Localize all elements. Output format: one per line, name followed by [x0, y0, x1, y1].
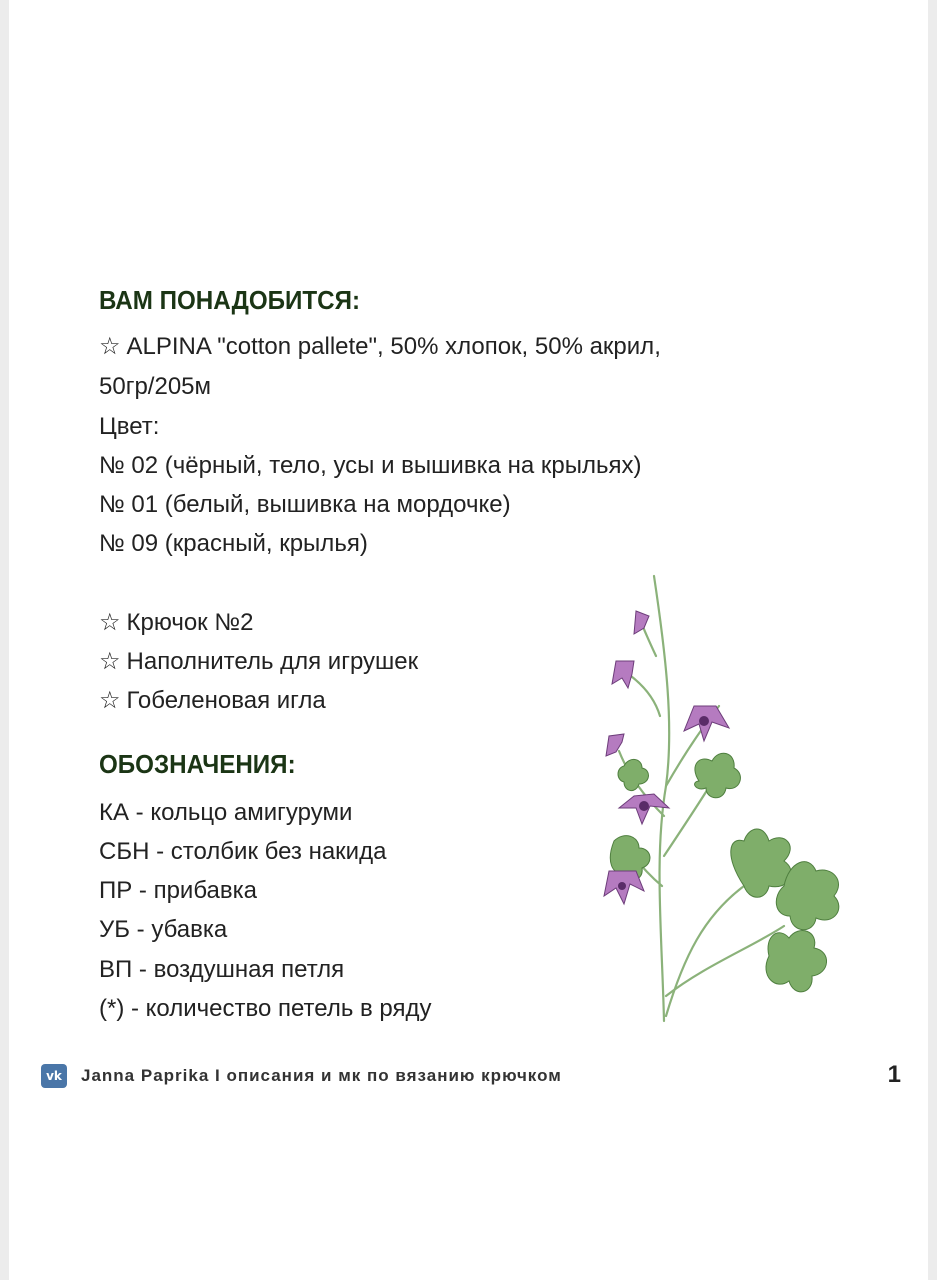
star-icon: ☆	[99, 333, 121, 360]
footer-text: Janna Paprika I описания и мк по вязанию крючком	[81, 1066, 562, 1085]
abbreviation-item: УБ - убавка	[99, 916, 228, 943]
tool-item	[99, 647, 418, 677]
footer	[41, 1060, 901, 1092]
tool-text: Наполнитель для игрушек	[126, 648, 419, 675]
tool-item	[99, 686, 326, 716]
page-edge-right	[928, 0, 937, 1280]
page-edge-left	[0, 0, 9, 1280]
abbreviation-item: ПР - прибавка	[99, 877, 258, 904]
abbreviation-item: СБН - столбик без накида	[99, 838, 387, 865]
abbreviations-heading: ОБОЗНАЧЕНИЯ:	[99, 749, 296, 779]
yarn-weight: 50гр/205м	[99, 373, 212, 400]
star-icon: ☆	[99, 687, 121, 714]
star-icon: ☆	[99, 609, 121, 636]
color-label: Цвет:	[99, 413, 160, 440]
materials-heading: ВАМ ПОНАДОБИТСЯ:	[99, 285, 361, 315]
abbreviation-item: ВП - воздушная петля	[99, 956, 345, 983]
abbreviation-item: (*) - количество петель в ряду	[99, 995, 432, 1022]
vk-icon[interactable]: vk	[41, 1064, 67, 1088]
tool-text: Гобеленовая игла	[126, 687, 326, 714]
abbreviation-item: КА - кольцо амигуруми	[99, 799, 353, 826]
yarn-line	[99, 332, 661, 362]
color-item: № 09 (красный, крылья)	[99, 530, 368, 557]
tool-item	[99, 608, 253, 638]
tool-text: Крючок №2	[126, 609, 254, 636]
star-icon: ☆	[99, 648, 121, 675]
yarn-text: ALPINA "cotton pallete", 50% хлопок, 50% акрил,	[126, 333, 661, 360]
color-item: № 02 (чёрный, тело, усы и вышивка на крыльях)	[99, 452, 642, 479]
color-item: № 01 (белый, вышивка на мордочке)	[99, 491, 511, 518]
columbine-flower-illustration	[594, 556, 854, 1026]
document-page	[9, 0, 928, 1280]
page-number: 1	[887, 1061, 901, 1088]
